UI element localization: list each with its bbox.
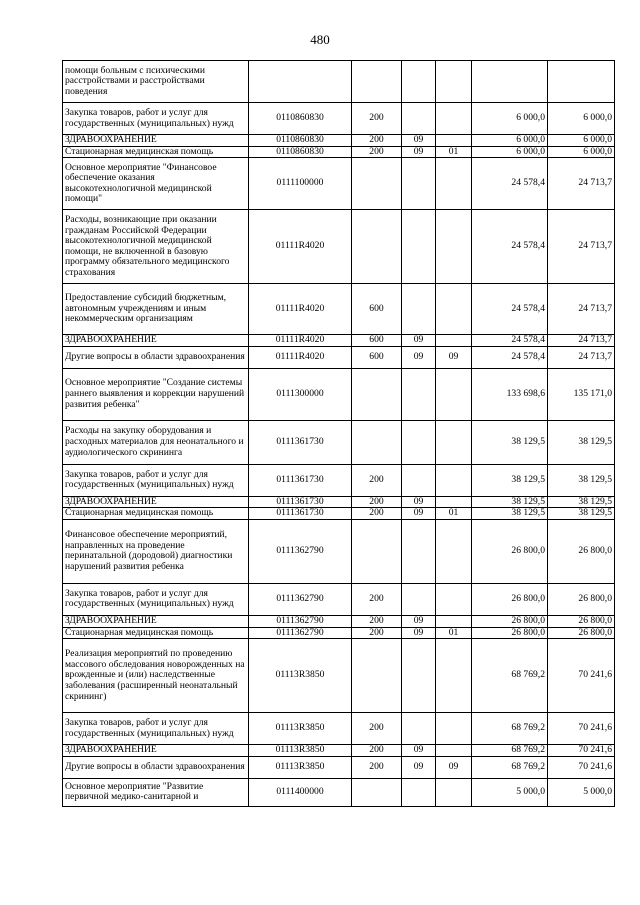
row-amount-2: 38 129,5 [548, 420, 615, 464]
row-expense-type: 200 [352, 756, 402, 778]
table-row [63, 158, 615, 210]
row-amount-2: 38 129,5 [548, 496, 615, 508]
row-expense-type: 200 [352, 496, 402, 508]
row-subsection [436, 158, 472, 210]
table-row [63, 627, 615, 639]
row-name: Стационарная медицинская помощь [63, 146, 249, 158]
row-amount-1: 24 578,4 [472, 158, 548, 210]
row-code: 0111361730 [249, 508, 352, 520]
row-section [402, 103, 436, 135]
row-amount-2: 70 241,6 [548, 756, 615, 778]
row-amount-2: 38 129,5 [548, 508, 615, 520]
row-name: Другие вопросы в области здравоохранения [63, 756, 249, 778]
row-expense-type: 200 [352, 135, 402, 147]
row-expense-type: 200 [352, 508, 402, 520]
row-name: Закупка товаров, работ и услуг для государственных (муниципальных) нужд [63, 464, 249, 496]
row-subsection [436, 464, 472, 496]
row-name: ЗДРАВООХРАНЕНИЕ [63, 615, 249, 627]
row-code: 01111R4020 [249, 335, 352, 347]
table-row [63, 519, 615, 583]
table-row [63, 103, 615, 135]
row-expense-type: 200 [352, 103, 402, 135]
row-subsection: 01 [436, 508, 472, 520]
table-row [63, 508, 615, 520]
row-code: 01111R4020 [249, 284, 352, 335]
row-name: Стационарная медицинская помощь [63, 508, 249, 520]
row-amount-1: 26 800,0 [472, 615, 548, 627]
row-amount-2: 26 800,0 [548, 627, 615, 639]
row-name: Предоставление субсидий бюджетным, автономным учреждениям и иным некоммерческим организациям [63, 284, 249, 335]
row-expense-type [352, 368, 402, 420]
row-section [402, 639, 436, 713]
table-row [63, 778, 615, 806]
row-section [402, 61, 436, 103]
table-row [63, 335, 615, 347]
row-section: 09 [402, 496, 436, 508]
row-amount-2: 70 241,6 [548, 639, 615, 713]
row-name: ЗДРАВООХРАНЕНИЕ [63, 135, 249, 147]
row-expense-type [352, 420, 402, 464]
row-name: Финансовое обеспечение мероприятий, направленных на проведение перинатальной (дородовой) диагностики нарушений развития ребенка [63, 519, 249, 583]
row-section [402, 420, 436, 464]
row-amount-1: 38 129,5 [472, 420, 548, 464]
row-code: 0111300000 [249, 368, 352, 420]
row-amount-1: 24 578,4 [472, 346, 548, 368]
row-section [402, 368, 436, 420]
row-section [402, 158, 436, 210]
row-expense-type [352, 210, 402, 284]
row-name: Основное мероприятие "Развитие первичной медико-санитарной и [63, 778, 249, 806]
row-code: 01113R3850 [249, 639, 352, 713]
row-expense-type: 600 [352, 284, 402, 335]
table-row [63, 615, 615, 627]
row-expense-type [352, 61, 402, 103]
row-section: 09 [402, 615, 436, 627]
row-code: 01113R3850 [249, 756, 352, 778]
row-amount-2: 26 800,0 [548, 519, 615, 583]
row-amount-1: 26 800,0 [472, 583, 548, 615]
row-name: Основное мероприятие "Создание системы раннего выявления и коррекции нарушений развития ребенка" [63, 368, 249, 420]
row-amount-1: 68 769,2 [472, 756, 548, 778]
row-section [402, 210, 436, 284]
row-section: 09 [402, 146, 436, 158]
row-amount-2: 26 800,0 [548, 583, 615, 615]
row-expense-type: 200 [352, 745, 402, 757]
row-name: Реализация мероприятий по проведению массового обследования новорожденных на врожденные и (или) наследственные заболевания (расширенный неонатальный скрининг) [63, 639, 249, 713]
row-expense-type [352, 639, 402, 713]
row-amount-2: 6 000,0 [548, 146, 615, 158]
row-name: помощи больным с психическими расстройствами и расстройствами поведения [63, 61, 249, 103]
row-amount-1: 26 800,0 [472, 627, 548, 639]
row-amount-2: 70 241,6 [548, 745, 615, 757]
row-code: 0111362790 [249, 615, 352, 627]
row-code: 01113R3850 [249, 713, 352, 745]
row-expense-type [352, 158, 402, 210]
row-subsection [436, 496, 472, 508]
row-expense-type: 200 [352, 583, 402, 615]
table-row [63, 745, 615, 757]
row-subsection [436, 778, 472, 806]
row-subsection [436, 335, 472, 347]
row-subsection [436, 615, 472, 627]
row-subsection [436, 210, 472, 284]
row-section [402, 778, 436, 806]
table-row [63, 583, 615, 615]
row-amount-1: 133 698,6 [472, 368, 548, 420]
row-name: Расходы, возникающие при оказании гражданам Российской Федерации высокотехнологичной медицинской помощи, не включенной в базовую программу обязательного медицинского страхования [63, 210, 249, 284]
row-code: 0111361730 [249, 496, 352, 508]
row-amount-2: 6 000,0 [548, 103, 615, 135]
row-amount-1: 68 769,2 [472, 745, 548, 757]
table-row [63, 368, 615, 420]
row-subsection [436, 284, 472, 335]
table-row [63, 756, 615, 778]
row-name: Закупка товаров, работ и услуг для государственных (муниципальных) нужд [63, 713, 249, 745]
row-amount-2: 6 000,0 [548, 135, 615, 147]
row-code [249, 61, 352, 103]
row-subsection: 09 [436, 346, 472, 368]
row-amount-2: 38 129,5 [548, 464, 615, 496]
row-amount-2: 5 000,0 [548, 778, 615, 806]
row-section: 09 [402, 627, 436, 639]
table-row [63, 210, 615, 284]
table-row [63, 346, 615, 368]
row-section [402, 284, 436, 335]
row-amount-1: 24 578,4 [472, 210, 548, 284]
row-section [402, 713, 436, 745]
row-subsection [436, 583, 472, 615]
row-amount-1: 68 769,2 [472, 639, 548, 713]
budget-table [62, 60, 615, 807]
row-expense-type: 600 [352, 346, 402, 368]
row-name: ЗДРАВООХРАНЕНИЕ [63, 496, 249, 508]
row-section [402, 583, 436, 615]
row-amount-2: 24 713,7 [548, 158, 615, 210]
row-expense-type [352, 519, 402, 583]
row-name: Основное мероприятие "Финансовое обеспечение оказания высокотехнологичной медицинской помощи" [63, 158, 249, 210]
row-expense-type: 200 [352, 713, 402, 745]
row-subsection: 01 [436, 627, 472, 639]
row-code: 01113R3850 [249, 745, 352, 757]
row-section: 09 [402, 508, 436, 520]
row-code: 0110860830 [249, 135, 352, 147]
row-subsection [436, 135, 472, 147]
row-name: ЗДРАВООХРАНЕНИЕ [63, 335, 249, 347]
row-amount-1: 24 578,4 [472, 284, 548, 335]
row-code: 01111R4020 [249, 210, 352, 284]
table-row [63, 496, 615, 508]
row-section: 09 [402, 745, 436, 757]
row-amount-2 [548, 61, 615, 103]
row-amount-1: 24 578,4 [472, 335, 548, 347]
row-code: 0111362790 [249, 583, 352, 615]
row-name: Расходы на закупку оборудования и расходных материалов для неонатального и аудиологического скрининга [63, 420, 249, 464]
row-amount-2: 24 713,7 [548, 284, 615, 335]
row-amount-1: 38 129,5 [472, 496, 548, 508]
row-amount-1: 26 800,0 [472, 519, 548, 583]
row-name: ЗДРАВООХРАНЕНИЕ [63, 745, 249, 757]
row-subsection [436, 519, 472, 583]
table-row [63, 713, 615, 745]
row-code: 0111362790 [249, 627, 352, 639]
row-expense-type: 200 [352, 615, 402, 627]
row-subsection: 01 [436, 146, 472, 158]
row-subsection [436, 420, 472, 464]
table-row [63, 420, 615, 464]
row-amount-1: 6 000,0 [472, 103, 548, 135]
row-amount-1: 5 000,0 [472, 778, 548, 806]
row-subsection [436, 713, 472, 745]
row-amount-2: 24 713,7 [548, 210, 615, 284]
row-name: Закупка товаров, работ и услуг для государственных (муниципальных) нужд [63, 103, 249, 135]
row-code: 0111100000 [249, 158, 352, 210]
row-code: 0111361730 [249, 464, 352, 496]
row-name: Стационарная медицинская помощь [63, 627, 249, 639]
row-name: Другие вопросы в области здравоохранения [63, 346, 249, 368]
row-code: 0111400000 [249, 778, 352, 806]
row-expense-type: 200 [352, 627, 402, 639]
table-row [63, 135, 615, 147]
row-expense-type: 200 [352, 146, 402, 158]
row-amount-1: 38 129,5 [472, 464, 548, 496]
row-amount-1: 6 000,0 [472, 135, 548, 147]
table-row [63, 639, 615, 713]
row-amount-1 [472, 61, 548, 103]
table-row [63, 464, 615, 496]
row-amount-2: 70 241,6 [548, 713, 615, 745]
row-amount-1: 6 000,0 [472, 146, 548, 158]
row-subsection [436, 103, 472, 135]
budget-table-body [63, 61, 615, 807]
row-section [402, 519, 436, 583]
row-section: 09 [402, 135, 436, 147]
row-subsection [436, 368, 472, 420]
row-section: 09 [402, 335, 436, 347]
row-code: 0111361730 [249, 420, 352, 464]
table-row [63, 284, 615, 335]
row-subsection [436, 639, 472, 713]
row-code: 0110860830 [249, 103, 352, 135]
row-amount-2: 24 713,7 [548, 335, 615, 347]
row-section: 09 [402, 756, 436, 778]
row-amount-2: 24 713,7 [548, 346, 615, 368]
row-amount-1: 38 129,5 [472, 508, 548, 520]
table-row [63, 146, 615, 158]
row-expense-type [352, 778, 402, 806]
row-expense-type: 200 [352, 464, 402, 496]
row-amount-2: 26 800,0 [548, 615, 615, 627]
row-code: 01111R4020 [249, 346, 352, 368]
row-code: 0111362790 [249, 519, 352, 583]
row-amount-2: 135 171,0 [548, 368, 615, 420]
table-row [63, 61, 615, 103]
row-subsection [436, 61, 472, 103]
row-section: 09 [402, 346, 436, 368]
row-section [402, 464, 436, 496]
row-subsection [436, 745, 472, 757]
row-subsection: 09 [436, 756, 472, 778]
row-code: 0110860830 [249, 146, 352, 158]
row-expense-type: 600 [352, 335, 402, 347]
page-number: 480 [310, 32, 330, 47]
row-name: Закупка товаров, работ и услуг для государственных (муниципальных) нужд [63, 583, 249, 615]
row-amount-1: 68 769,2 [472, 713, 548, 745]
